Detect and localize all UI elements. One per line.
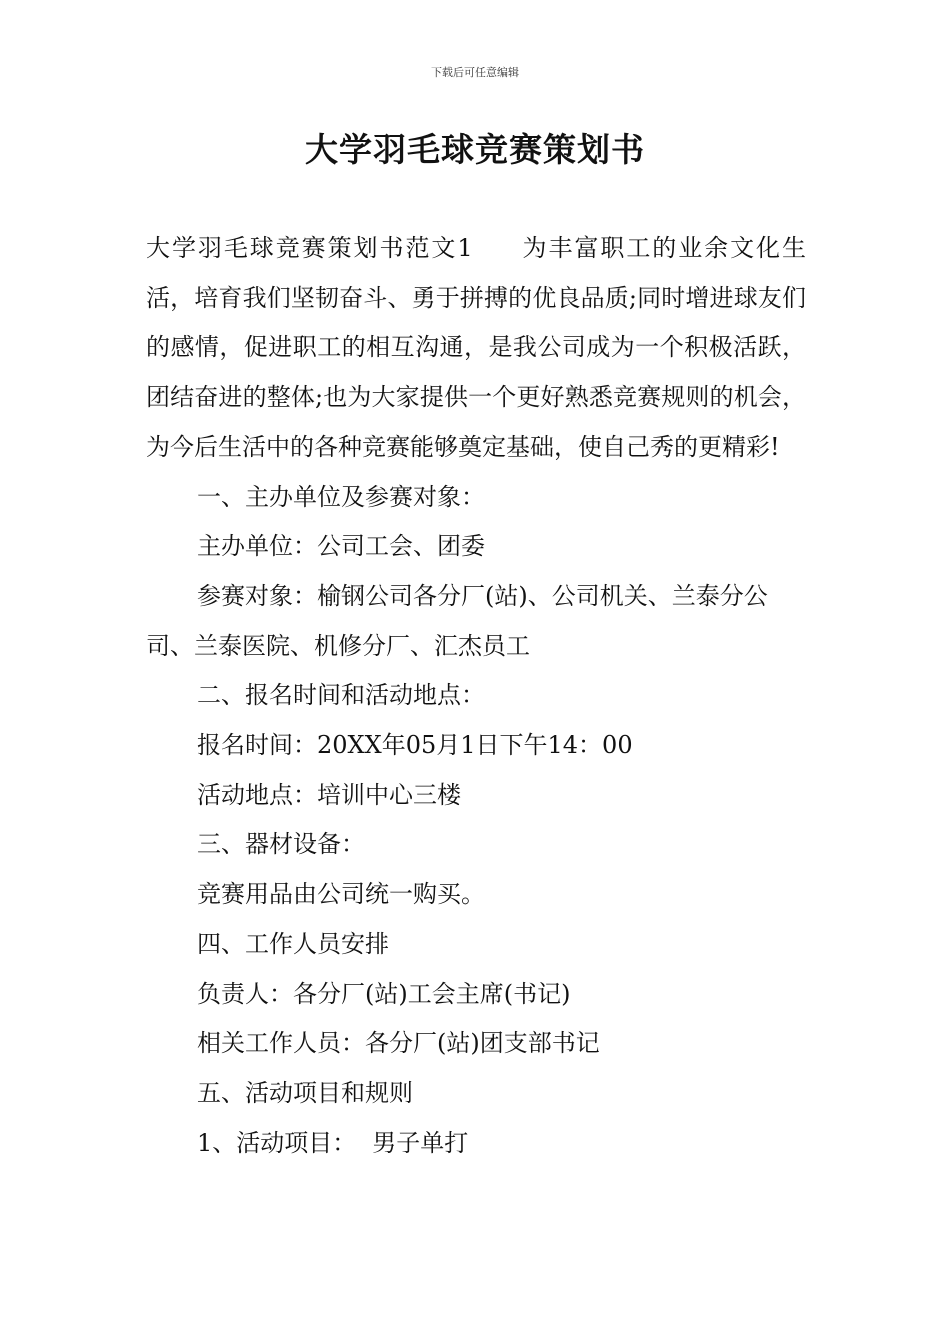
- document-body: [146, 224, 806, 1168]
- section-2-venue: 活动地点：培训中心三楼: [197, 780, 461, 809]
- section-1-heading: 一、主办单位及参赛对象：: [197, 482, 485, 511]
- section-3-text: 竞赛用品由公司统一购买。: [197, 880, 485, 909]
- section-2-registration-time: 报名时间：20XX年05月1日下午14：00: [197, 731, 633, 760]
- page-header-note: 下载后可任意编辑: [431, 66, 519, 79]
- section-3-heading: 三、器材设备：: [197, 830, 365, 859]
- intro-label: 大学羽毛球竞赛策划书范文1: [146, 234, 473, 262]
- section-5-heading: 五、活动项目和规则: [197, 1078, 413, 1107]
- section-2-heading: 二、报名时间和活动地点：: [197, 681, 485, 710]
- section-4-heading: 四、工作人员安排: [197, 929, 389, 958]
- document-title: 大学羽毛球竞赛策划书: [305, 130, 645, 169]
- section-5-item-label: 1、活动项目：: [197, 1128, 357, 1157]
- section-5-item-value: 男子单打: [372, 1128, 469, 1157]
- section-4-staff: 相关工作人员：各分厂(站)团支部书记: [197, 1029, 600, 1058]
- intro-text: 为丰富职工的业余文化生活，培育我们坚韧奋斗、勇于拼搏的优良品质;同时增进球友们的感情，促进职工的相互沟通，是我公司成为一个积极活跃，团结奋进的整体;也为大家提供一个更好熟悉竞赛规则的机会，为今后生活中的各种竞赛能够奠定基础，使自己秀的更精彩!: [146, 234, 806, 461]
- intro-paragraph: [146, 224, 806, 473]
- section-1-participants: 参赛对象：榆钢公司各分厂(站)、公司机关、兰泰分公司、兰泰医院、机修分厂、汇杰员工: [146, 581, 768, 660]
- section-5-item: [146, 1119, 806, 1169]
- section-1-host: 主办单位：公司工会、团委: [197, 532, 485, 561]
- section-4-lead: 负责人：各分厂(站)工会主席(书记): [197, 979, 571, 1008]
